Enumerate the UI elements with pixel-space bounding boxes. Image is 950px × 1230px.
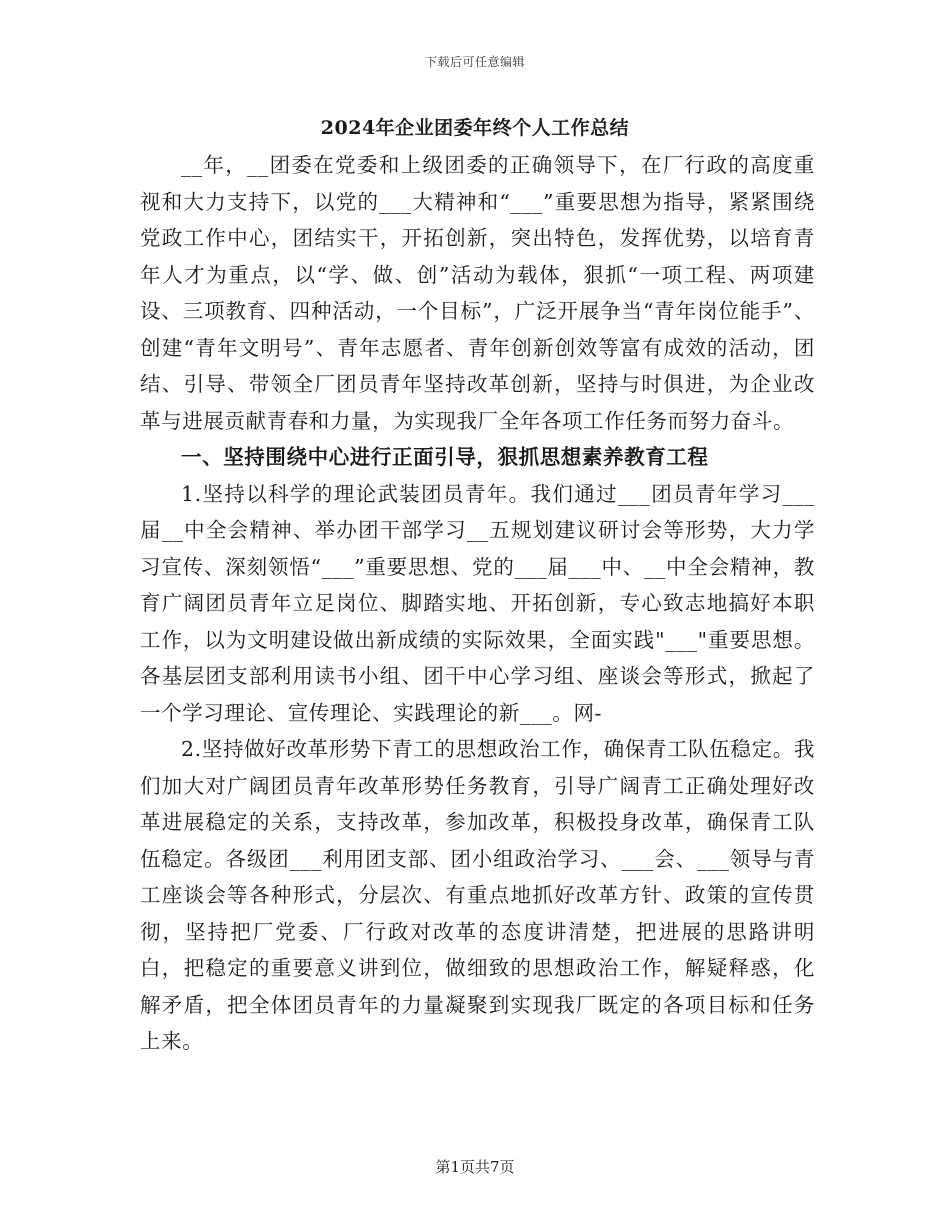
header-note: 下载后可任意编辑 <box>424 55 525 69</box>
body-paragraph: 1.坚持以科学的理论武装团员青年。我们通过___团员青年学习___届__中全会精神、举办团干部学习__五规划建议研讨会等形势，大力学习宣传、深刻领悟“___”重要思想、党的___届___中、__中全会精神，教育广阔团员青年立足岗位、脚踏实地、开拓创新，专心致志地搞好本职工作，以为文明建设做出新成绩的实际效果，全面实践"___"重要思想。各基层团支部利用读书小组、团干中心学习组、座谈会等形式，掀起了一个学习理论、宣传理论、实践理论的新___。网- <box>140 481 815 725</box>
intro-paragraph: __年，__团委在党委和上级团委的正确领导下，在厂行政的高度重视和大力支持下，以党的___大精神和“___”重要思想为指导，紧紧围绕党政工作中心，团结实干，开拓创新，突出特色，发挥优势，以培育青年人才为重点，以“学、做、创”活动为载体，狠抓“一项工程、两项建设、三项教育、四种活动，一个目标”，广泛开展争当“青年岗位能手”、创建“青年文明号”、青年志愿者、青年创新创效等富有成效的活动，团结、引导、带领全厂团员青年坚持改革创新，坚持与时俱进，为企业改革与进展贡献青春和力量，为实现我厂全年各项工作任务而努力奋斗。 <box>140 153 815 433</box>
body-paragraph: 2.坚持做好改革形势下青工的思想政治工作，确保青工队伍稳定。我们加大对广阔团员青年改革形势任务教育，引导广阔青工正确处理好改革进展稳定的关系，支持改革，参加改革，积极投身改革，确保青工队伍稳定。各级团___利用团支部、团小组政治学习、___会、___领导与青工座谈会等各种形式，分层次、有重点地抓好改革方针、政策的宣传贯彻，坚持把厂党委、厂行政对改革的态度讲清楚，把进展的思路讲明白，把稳定的重要意义讲到位，做细致的思想政治工作，解疑释惑，化解矛盾，把全体团员青年的力量凝聚到实现我厂既定的各项目标和任务上来。 <box>140 737 815 1053</box>
page-number: 第1页共7页 <box>435 1158 515 1176</box>
section-heading: 一、坚持围绕中心进行正面引导，狠抓思想素养教育工程 <box>181 445 709 469</box>
document-body <box>140 147 815 1060</box>
document-title: 2024年企业团委年终个人工作总结 <box>320 117 630 139</box>
